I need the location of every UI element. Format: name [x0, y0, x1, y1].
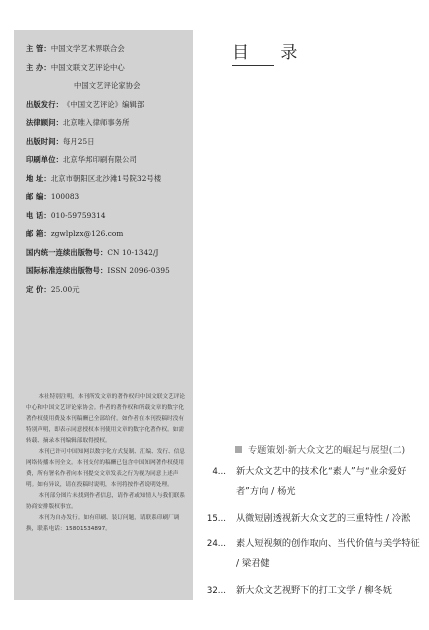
row-label: 地 址：: [26, 173, 51, 183]
toc-entry-page: 4...: [212, 467, 226, 477]
copyright-notice: [26, 392, 186, 535]
row-label: 法律顾问：: [26, 118, 63, 127]
colophon-info: [26, 43, 187, 295]
row-label: 主 管：: [26, 44, 51, 53]
colophon-row-email: [26, 228, 187, 239]
row-value: 100083: [50, 192, 80, 201]
row-label: 邮 编：: [26, 192, 51, 201]
colophon-row-supervisor: [26, 43, 187, 54]
toc-entry-page: 24...: [206, 539, 226, 549]
row-label: 印刷单位：: [26, 155, 63, 164]
colophon-row-price: [26, 284, 187, 295]
row-value: 中国文联文艺评论中心: [50, 62, 125, 72]
toc-entry[interactable]: [196, 581, 421, 601]
row-value: 中国文艺评论家协会: [74, 81, 141, 90]
toc-entry-text: 新大众文艺视野下的打工文学 / 柳冬妩: [236, 585, 392, 596]
toc-entry-page: 15...: [206, 514, 226, 524]
notice-paragraph: 本社特别注明，本刊所发文章的著作权归中国文联文艺评论中心和中国文艺评论家协会。作者的著作权和所载文章的数字化著作权使用费及本刊稿酬已全部给付。如作者在本刊投稿时没有特别声明，即表示同意授权本刊使用文章的数字化著作权。如需转载、摘录本刊编辑部取得授权。: [26, 394, 186, 444]
colophon-row-postcode: [26, 191, 187, 202]
row-label: 邮 箱：: [26, 229, 51, 238]
toc-entry[interactable]: [196, 462, 421, 502]
row-label: 主 办：: [26, 62, 51, 72]
row-label: 出版发行：: [26, 99, 63, 109]
row-value: zgwlplzx@126.com: [50, 229, 124, 238]
colophon-row-printer: [26, 154, 187, 165]
row-value: ISSN 2096-0395: [107, 266, 170, 275]
colophon-row-publisher: [26, 99, 187, 110]
row-value: CN 10-1342/J: [107, 247, 159, 257]
toc-entry[interactable]: [196, 534, 421, 574]
notice-paragraph: 本刊为自办发行。如有印刷、装订问题，请联系印刷厂调换，联系电话：15801534897。: [26, 515, 180, 532]
title-rule: [232, 65, 274, 66]
row-label: 电 话：: [26, 210, 51, 220]
square-bullet-icon: [235, 446, 242, 453]
notice-paragraph: 本刊已许可中国知网以数字化方式复制、汇编、发行、信息网络传播本刊全文。本刊支付的稿酬已包含中国知网著作权使用费，所有署名作者向本刊提交文章发表之行为视为同意上述声明。如有异议，请在投稿时说明，本刊将按作者说明处理。: [26, 449, 186, 488]
row-label: 国际标准连续出版物号：: [26, 266, 108, 275]
row-value: 北京华邦印刷有限公司: [62, 155, 137, 164]
section-heading-text: 专题策划·新大众文艺的崛起与展望(二): [248, 445, 406, 456]
row-value: 010-59759314: [50, 210, 106, 220]
toc-entry[interactable]: [196, 509, 421, 529]
toc-title: 目 录: [232, 43, 311, 63]
toc-entry-text: 素人短视频的创作取向、当代价值与美学特征 / 梁君健: [236, 538, 420, 569]
row-value: 每月25日: [62, 136, 95, 146]
row-value: 《中国文艺评论》编辑部: [62, 99, 145, 109]
colophon-row-date: [26, 136, 187, 147]
row-value: 中国文学艺术界联合会: [50, 44, 125, 53]
colophon-row-legal: [26, 117, 187, 128]
toc-entry-page: 32...: [206, 586, 226, 596]
colophon-row-sponsor: [26, 62, 187, 73]
colophon-row-phone: [26, 210, 187, 221]
row-value: 25.00元: [50, 284, 80, 294]
colophon-row-sponsor-2: [26, 80, 187, 91]
row-value: 北京唯入律师事务所: [62, 118, 130, 127]
colophon-row-cn: [26, 247, 187, 258]
section-heading: [235, 442, 405, 456]
notice-paragraph: 本刊部分图片未找到作者信息，请作者或知情人与我们联系协商安排版权事宜。: [26, 493, 186, 510]
row-label: 定 价：: [26, 284, 51, 294]
toc-entry-text: 从微短剧透视新大众文艺的三重特性 / 冷淞: [236, 513, 411, 524]
row-label: [26, 80, 74, 91]
row-label: 出版时间：: [26, 136, 63, 146]
colophon-panel: [14, 30, 193, 600]
colophon-row-issn: [26, 265, 187, 276]
row-label: 国内统一连续出版物号：: [26, 247, 108, 257]
row-value: 北京市朝阳区北沙滩1号院32号楼: [50, 173, 162, 183]
colophon-row-address: [26, 173, 187, 184]
toc-entry-text: 新大众文艺中的技术化“素人”与“业余爱好者”方向 / 杨光: [236, 466, 407, 497]
